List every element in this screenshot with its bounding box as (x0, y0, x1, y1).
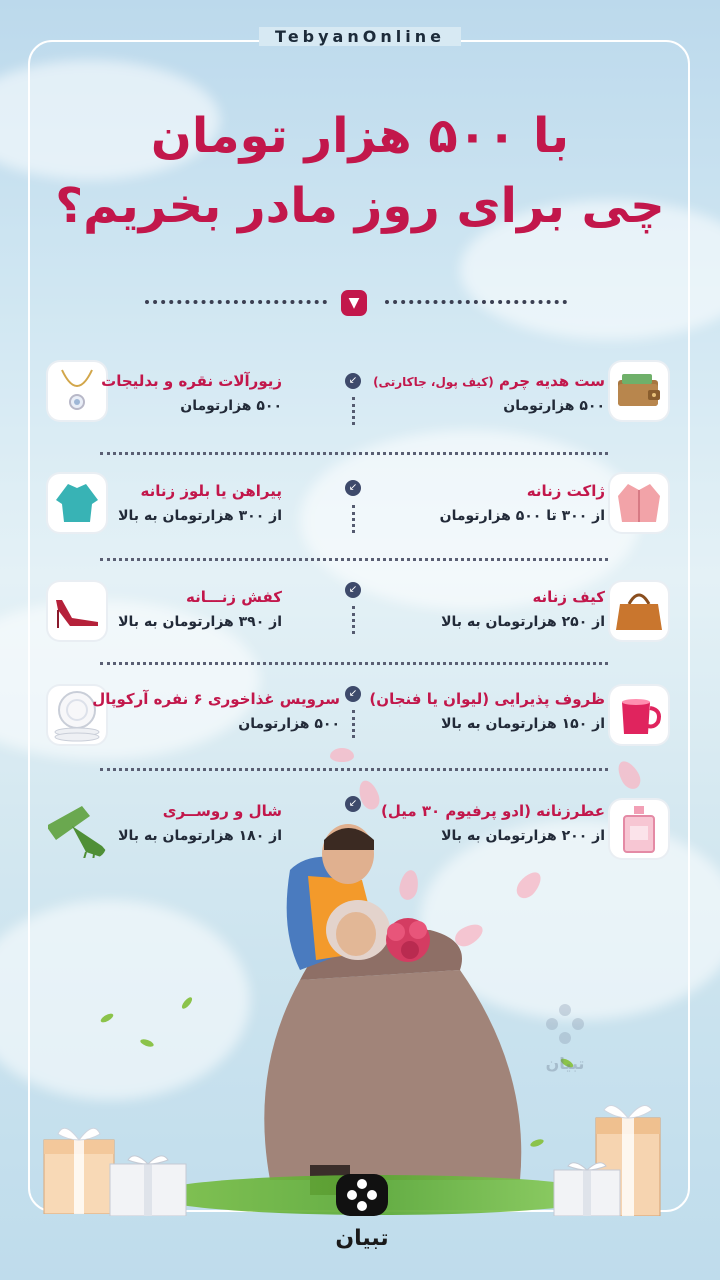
watermark-text: تبیان (545, 1054, 585, 1073)
gift-box-icon (42, 1118, 116, 1214)
item-name: زیورآلات نقره و بدلیجات (101, 372, 282, 390)
gift-item-shoes (0, 588, 282, 630)
arrow-icon: ↙ (345, 373, 361, 389)
item-price: از ۲۵۰ هزارتومان به بالا (441, 614, 605, 630)
jacket-icon (610, 474, 668, 532)
perfume-icon (610, 800, 668, 858)
tebyan-logo (322, 1170, 402, 1260)
title-line-2: چی برای روز مادر بخریم؟ (55, 178, 665, 234)
arrow-icon: ↙ (345, 480, 361, 496)
item-price: از ۲۰۰ هزارتومان به بالا (441, 828, 605, 844)
item-price: ۵۰۰ هزارتومان (238, 716, 340, 732)
item-name: ژاکت زنانه (526, 482, 605, 500)
mother-son-illustration (230, 820, 550, 1220)
item-name: ست هدیه چرم (498, 372, 605, 390)
item-name: شال و روســری (162, 802, 282, 820)
arrow-icon: ↙ (345, 582, 361, 598)
item-name: کیف زنانه (532, 588, 605, 606)
item-price: از ۳۰۰ هزارتومان به بالا (118, 508, 282, 524)
gift-item-jewelry (0, 372, 282, 414)
row-divider (100, 452, 608, 455)
item-name: پیراهن یا بلوز زنانه (140, 482, 282, 500)
row-divider (100, 558, 608, 561)
item-price: از ۳۹۰ هزارتومان به بالا (118, 614, 282, 630)
dotted-divider-right (385, 300, 567, 308)
handbag-icon (610, 582, 668, 640)
arrow-icon: ↙ (345, 686, 361, 702)
gift-item-blouse (0, 482, 282, 524)
row-divider (100, 768, 608, 771)
vertical-dots (352, 606, 355, 634)
row-divider (100, 662, 608, 665)
arrow-icon: ↙ (345, 796, 361, 812)
arrow-down-icon: ▼ (341, 290, 367, 316)
vertical-dots (352, 710, 355, 738)
petal (330, 748, 354, 762)
gift-item-dinner-set (40, 690, 340, 732)
vertical-dots (352, 397, 355, 425)
title-line-1: با ۵۰۰ هزار تومان (150, 108, 570, 164)
item-name: عطرزنانه (ادو پرفیوم ۳۰ میل) (380, 802, 605, 820)
vertical-dots (352, 505, 355, 533)
mug-icon (610, 686, 668, 744)
brand-header (0, 27, 720, 46)
item-price: از ۱۵۰ هزارتومان به بالا (441, 716, 605, 732)
watermark-logo (530, 1000, 600, 1080)
item-name: ظروف پذیرایی (لیوان یا فنجان) (369, 690, 605, 708)
item-name: سرویس غذاخوری ۶ نفره آرکوپال (92, 690, 340, 708)
item-price: ۵۰۰ هزارتومان (180, 398, 282, 414)
item-price: از ۳۰۰ تا ۵۰۰ هزارتومان (439, 508, 605, 524)
gift-box-icon (108, 1150, 188, 1216)
gift-box-icon (552, 1158, 622, 1216)
item-note: (کیف پول، جاکارتی) (373, 375, 494, 389)
item-name: کفش زنـــانه (186, 588, 282, 606)
item-price: ۵۰۰ هزارتومان (503, 398, 605, 414)
brand-name: TebyanOnline (259, 27, 461, 46)
dotted-divider-left (145, 300, 327, 308)
logo-text: تبیان (335, 1226, 389, 1251)
item-price: از ۱۸۰ هزارتومان به بالا (118, 828, 282, 844)
wallet-icon (610, 362, 668, 420)
